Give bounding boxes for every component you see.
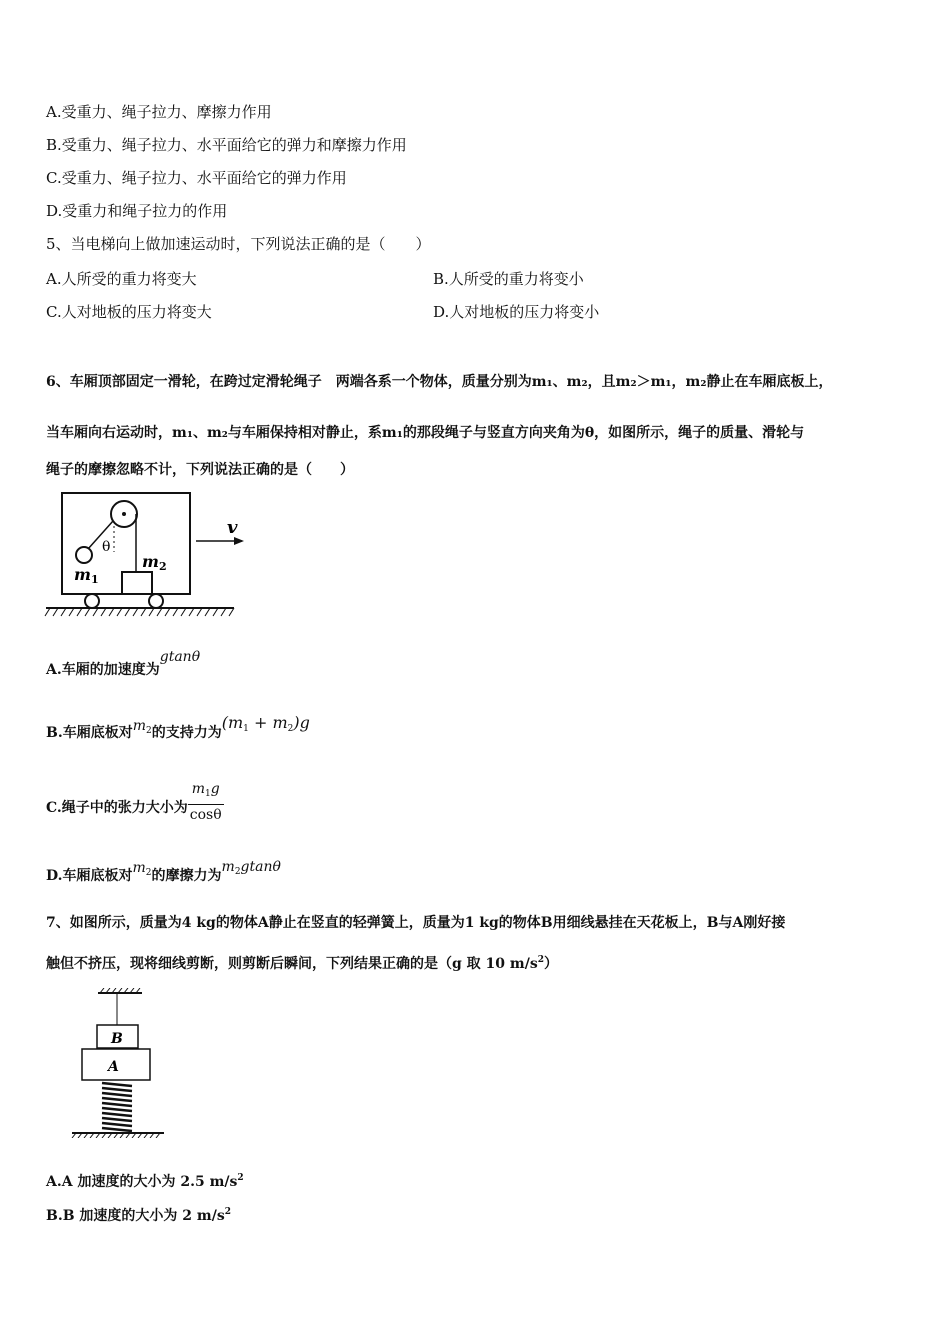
q6-option-d: D.车厢底板对$m_2$的摩擦力为$m_2gtan\theta$	[46, 859, 281, 884]
q7-option-a: A.A 加速度的大小为 2.5 $m/s^2$	[46, 1173, 244, 1190]
q6-option-c: C.绳子中的张力大小为 $\frac{m_1g}{\cos\theta}$	[46, 781, 222, 823]
q7-spring-figure	[70, 988, 170, 1138]
q6-option-a: A.车厢的加速度为gtanθ	[46, 649, 201, 678]
q6-stem-line1: 6、车厢顶部固定一滑轮，在跨过定滑轮绳子 两端各系一个物体，质量分别为m₁、m₂，且m₂＞m₁，m₂静止在车厢底板上，	[46, 374, 833, 390]
q6-cart-figure	[44, 490, 244, 625]
q6-velocity-label: v	[227, 517, 238, 538]
q7-block-b-label: B	[111, 1031, 123, 1047]
q5-option-d: D.人对地板的压力将变小	[433, 303, 600, 321]
q5-stem: 5、当电梯向上做加速运动时，下列说法正确的是（ ）	[46, 235, 431, 253]
q4-option-c: C.受重力、绳子拉力、水平面给它的弹力作用	[46, 169, 347, 187]
q5-option-b: B.人所受的重力将变小	[433, 270, 584, 288]
q6-option-a-formula: gtanθ	[159, 649, 201, 665]
q4-option-b: B.受重力、绳子拉力、水平面给它的弹力和摩擦力作用	[46, 136, 407, 154]
q6-stem-line3: 绳子的摩擦忽略不计，下列说法正确的是（ ）	[46, 462, 354, 478]
q4-option-d: D.受重力和绳子拉力的作用	[46, 202, 228, 220]
q7-stem-line2: 触但不挤压，现将细线剪断，则剪断后瞬间，下列结果正确的是（g 取 10 $m/s^2$）	[46, 955, 558, 972]
q6-option-c-formula: $\frac{m_1g}{\cos\theta}$	[189, 781, 222, 823]
q5-option-c: C.人对地板的压力将变大	[46, 303, 212, 321]
q4-option-a: A.受重力、绳子拉力、摩擦力作用	[46, 103, 272, 121]
q6-option-d-formula: $m_2gtan\theta$	[221, 859, 281, 877]
q6-m1-label: m1	[74, 565, 99, 586]
q6-stem-line2: 当车厢向右运动时，m₁、m₂与车厢保持相对静止，系m₁的那段绳子与竖直方向夹角为θ，如图所示，绳子的质量、滑轮与	[46, 425, 805, 441]
q6-option-b-formula: $(m_1 + m_2)g$	[221, 713, 310, 734]
q6-theta-label: θ	[102, 539, 111, 555]
q6-option-b: B.车厢底板对$m_2$的支持力为$(m_1 + m_2)g$	[46, 713, 310, 741]
q5-option-a: A.人所受的重力将变大	[46, 270, 197, 288]
q7-stem-line1: 7、如图所示，质量为4 kg的物体A静止在竖直的轻弹簧上，质量为1 kg的物体B用细线悬挂在天花板上，B与A刚好接	[46, 915, 786, 931]
q7-option-b: B.B 加速度的大小为 2 $m/s^2$	[46, 1207, 231, 1224]
q6-m2-label: m2	[142, 552, 167, 573]
q7-block-a-label: A	[108, 1059, 119, 1075]
